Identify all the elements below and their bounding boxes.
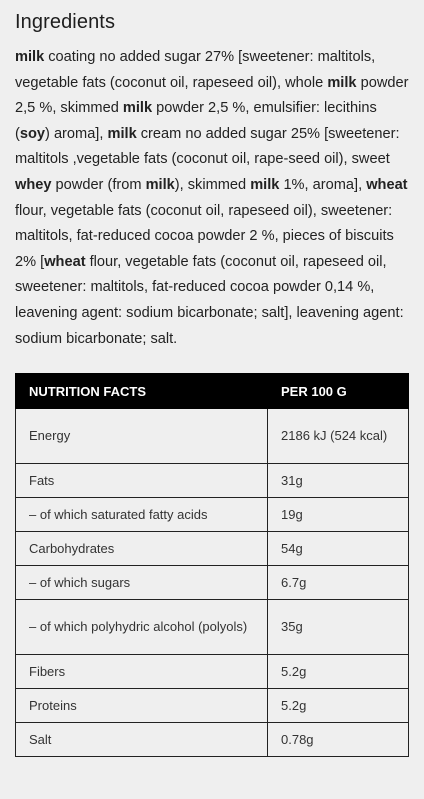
nutrient-name: – of which sugars — [16, 566, 268, 600]
ingredient-text: flour, vegetable fats (coconut oil, rapeseed oil, sweetener: maltitols, fat-reduced cocoa powder 0,14 %, leavening agent: sodium bicarbonate; salt], leavening agent: sodium bicarbonate; salt. — [15, 253, 404, 347]
nutrient-value: 54g — [268, 532, 409, 566]
table-row — [16, 655, 409, 689]
nutrient-name: Fats — [16, 464, 268, 498]
ingredient-text: flour, vegetable fats (coconut oil, rapeseed oil), sweetener: maltitols, fat-reduced cocoa powder 2 %, pieces of biscuits 2% [ — [15, 202, 394, 270]
nutrient-value: 2186 kJ (524 kcal) — [268, 409, 409, 464]
allergen-word: milk — [15, 49, 45, 65]
nutrient-value: 6.7g — [268, 566, 409, 600]
allergen-word: milk — [107, 125, 137, 142]
allergen-word: wheat — [44, 253, 86, 270]
ingredient-text: 1%, aroma], — [279, 176, 367, 193]
table-row — [16, 409, 409, 464]
nutrition-facts-header: NUTRITION FACTS — [16, 374, 268, 409]
table-header-row — [16, 374, 409, 409]
table-row — [16, 566, 409, 600]
nutrient-name: – of which saturated fatty acids — [16, 498, 268, 532]
table-row — [16, 498, 409, 532]
ingredient-text: coating no added sugar 27% [sweetener: maltitols, vegetable fats (coconut oil, rapeseed oil), whole — [15, 49, 376, 91]
nutrient-name: – of which polyhydric alcohol (polyols) — [16, 600, 268, 655]
ingredient-text: powder (from — [51, 176, 146, 193]
nutrient-name: Carbohydrates — [16, 532, 268, 566]
nutrient-value: 0.78g — [268, 723, 409, 757]
section-title: Ingredients — [15, 11, 116, 33]
allergen-word: milk — [122, 100, 153, 117]
ingredient-text: powder 2,5 %, emulsifier: lecithins ( — [15, 100, 377, 142]
allergen-word: milk — [327, 74, 357, 91]
nutrient-name: Salt — [16, 723, 268, 757]
allergen-word: milk — [145, 176, 175, 193]
ingredients-text — [15, 45, 409, 352]
table-row — [16, 464, 409, 498]
allergen-word: wheat — [366, 176, 408, 193]
allergen-word: milk — [250, 176, 280, 193]
nutrient-name: Fibers — [16, 655, 268, 689]
ingredient-text: ), skimmed — [174, 176, 251, 193]
table-row — [16, 723, 409, 757]
ingredient-text: cream no added sugar 25% [sweetener: maltitols ,vegetable fats (coconut oil, rape-seed oil), sweet — [15, 125, 400, 168]
table-row — [16, 689, 409, 723]
nutrient-name: Energy — [16, 409, 268, 464]
per-100g-header: PER 100 G — [268, 374, 409, 409]
nutrient-value: 19g — [268, 498, 409, 532]
table-row — [16, 600, 409, 655]
ingredient-text: ) aroma], — [45, 125, 108, 142]
nutrient-value: 31g — [268, 464, 409, 498]
allergen-word: whey — [15, 176, 52, 193]
nutrient-name: Proteins — [16, 689, 268, 723]
nutrient-value: 35g — [268, 600, 409, 655]
allergen-word: soy — [19, 125, 46, 142]
table-row — [16, 532, 409, 566]
nutrition-facts-table — [15, 373, 409, 757]
nutrient-value: 5.2g — [268, 689, 409, 723]
nutrient-value: 5.2g — [268, 655, 409, 689]
ingredient-text: powder 2,5 %, skimmed — [15, 74, 409, 117]
